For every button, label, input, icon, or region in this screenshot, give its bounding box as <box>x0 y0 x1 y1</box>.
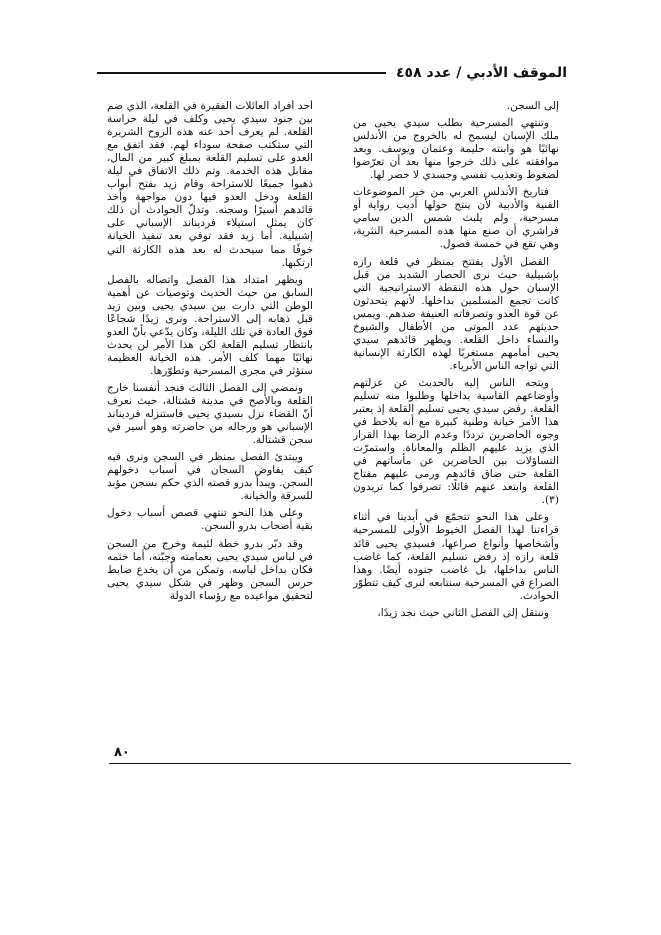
paragraph: وعلى هذا النحو تتجمّع في أيدينا في أثناء قراءتنا لهذا الفصل الخيوط الأولى للمسرحية وأشخاصها وأنواع صراعها، فسيدي يحيى قائد قلعة رازه إذ رفض تسليم القلعة، كما غاضب الناس بداخلها، بل غاضب جنوده أيضًا. وهذا الصراع في المسرحية سنتابعه لنرى كيف تتطوّر الحوادث. <box>353 511 559 602</box>
header-rule <box>97 72 386 74</box>
paragraph: ونمضي إلى الفصل الثالث فنجد أنفسنا خارج القلعة وبالأصح في مدينة قشتالة، حيث نعرف أنّ القضاء نزل بسيدي يحيى فاستنزله فرديناند الإسباني هو ورجاله من حاضرته وهو أسير في سجن قشتالة. <box>107 381 313 447</box>
paragraph: الفصل الأول يفتتح بمنظر في قلعة رازه بإشبيلية حيث نرى الحصار الشديد من قبل الإسبان حول هذه النقطة الاستراتيجية التي كانت تجمع المسلمين بداخلها. لأنهم يتحدثون عن قوة العدو وتصرفاته العنيفة ضدهم. ويمس حديثهم عدد الموتى من الأطفال والشيوخ والنساء داخل القلعة. ويظهر قائدهم سيدي يحيى أمامهم مستغربًا لهذه الكارثة الإنسانية التي تواجه الناس الأبرياء. <box>353 255 559 372</box>
paragraph: وقد دبّر بدرو خطة لئيمة وخرج من السجن في لباس سيدي يحيى بعمامته وجبّته، أما خثمه فكان بداخل لباسه. وتمكن من أن يخدع ضابط حرس السجن وظهر في شكل سيدي يحيى لتحقيق مواعيده مع رؤساء الدولة <box>107 537 313 602</box>
paragraph: ويبتدئ الفصل بمنظر في السجن ونرى فيه كيف يفاوض السجان في أسباب دخولهم السجن. ويبدأ بدرو قصته الذي حكم بسجن مؤبد للسرقة والخيانة. <box>107 451 313 503</box>
journal-title: الموقف الأدبي / عدد ٤٥٨ <box>396 65 567 81</box>
page-header <box>97 62 567 84</box>
paragraph: فتاريخ الأندلس العربي من خير الموضوعات الفنية والأدبية لأن ينتج حولها أديب رواية أو مسرحية، ولم يلبث شمس الدين سامي فراشري أن صنع منها هذه المسرحية النثرية، وهي تقع في خمسة فصول. <box>353 186 559 251</box>
paragraph: ويتجه الناس إليه بالحديث عن عزلتهم وأوضاعهم القاسية بداخلها وطلبوا منه تسليم القلعة. رفض سيدي يحيى تسليم القلعة إذ يعتبر هذا الأمر خيانة وطنية كبيرة مع أنه يلاحظ في وجوه الحاضرين ترددًا وعدم الرضا بهذا القرار الذي يزيد عليهم الظلم والمعاناة. واستمرّت التساؤلات بين الحاضرين عن مأساتهم في القلعة حتى ضاق قائدهم ورمى عليهم مفتاح القلعة وابتعد عنهم قائلًا: تصرفوا كما تريدون (٣). <box>353 376 559 507</box>
paragraph: ويظهر امتداد هذا الفصل واتصاله بالفصل السابق من حيث الحديث وتوصيات عن أهمية الوطن التي دارت بين سيدي يحيى وبين زيد قبل ذهابه إلى الاستراحة. ونرى زيدًا شجاعًا فوق العادة في تلك الليلة، وكان يدّعي بأنّ العدو بانتظار تسليم القلعة لكن هذا الأمر لن يحدث نهائيًا مهما كلف الأمر. هذه الخيانة العظيمة ستؤثر في مجرى المسرحية وتطوّرها. <box>107 273 313 377</box>
paragraph: وتنتهي المسرحية بطلب سيدي يحيى من ملك الإسبان ليسمح له بالخروج من الأندلس نهائيًا هو وابنته حليمة وعثمان ويوسف. وبعد موافقته على ذلك خرجوا منها بعد أن تعرّضوا لضغوط وتعذيب نفسي وجسدي لا حصر لها. <box>353 117 559 182</box>
paragraph: أحد أفراد العائلات الفقيرة في القلعة، الذي ضم بين جنود سيدي يحيى وكلف في ليلة حراسة القلعة. لم يعرف أحد عنه هذه الروح الشريرة التي ستكتب صفحة سوداء لهم. فقد اتفق مع العدو على تسليم القلعة بمبلغ كبير من المال، مقابل هذه الخدمة. وتم ذلك الاتفاق في ليلة ذهبوا جميعًا للاستراحة وقام زيد بفتح أبواب القلعة ودخل العدو فيها دون مواجهة وأخذ قائدهم أسيرًا وسجنه. وتدلّ الحوادث أن ذلك كان يمثل استيلاء فرديناند الإسباني على إشبيلية. أما زيد فقد توفي بعد تنفيذ الخيانة خوفًا مما سيحدث له بعد هذه الكارثة التي ارتكبها. <box>107 100 313 269</box>
left-column <box>107 100 313 730</box>
paragraph: إلى السجن. <box>506 100 559 112</box>
page-number: ٨٠ <box>114 745 130 760</box>
right-column <box>353 100 559 730</box>
paragraph: وعلى هذا النحو تنتهي قصص أسباب دخول بقية أصحاب بدرو السجن. <box>107 507 313 533</box>
paragraph: وننتقل إلى الفصل الثاني حيث نجد زيدًا، <box>377 606 549 619</box>
footer-rule <box>109 763 571 764</box>
